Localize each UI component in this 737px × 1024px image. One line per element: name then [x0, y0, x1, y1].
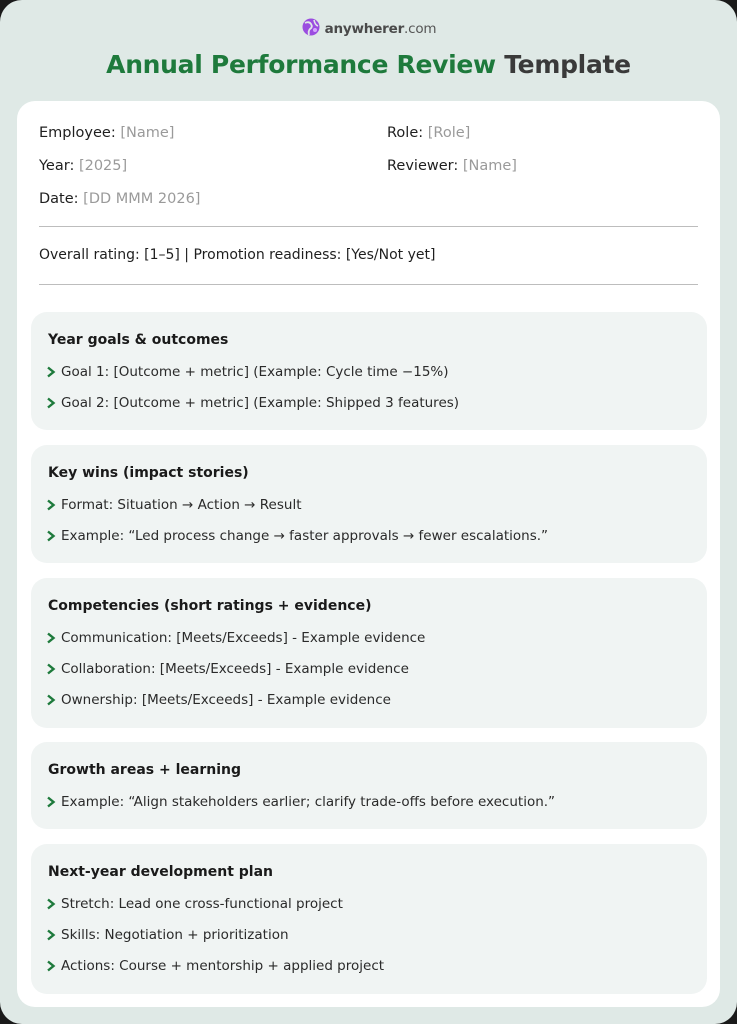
role-field[interactable]: Role: [Role] [387, 125, 471, 141]
chevron-right-icon [46, 796, 56, 808]
divider [39, 284, 698, 285]
role-value[interactable]: [Role] [427, 125, 471, 141]
brand-name: anywherer.com [324, 21, 437, 37]
chevron-right-icon [46, 397, 56, 409]
employee-value[interactable]: [Name] [120, 125, 175, 141]
section-competencies [31, 578, 707, 728]
title-dark: Template [504, 50, 631, 79]
date-value[interactable]: [DD MMM 2026] [83, 191, 201, 207]
chevron-right-icon [46, 960, 56, 972]
list-item: Collaboration: [Meets/Exceeds] - Example evidence [46, 661, 409, 677]
section-title: Growth areas + learning [48, 762, 241, 778]
employee-field[interactable]: Employee: [Name] [39, 125, 175, 141]
section-year-goals [31, 312, 707, 430]
chevron-right-icon [46, 929, 56, 941]
list-item: Format: Situation → Action → Result [46, 497, 302, 513]
chevron-right-icon [46, 663, 56, 675]
review-card [17, 101, 720, 1007]
list-item: Example: “Align stakeholders earlier; clarify trade-offs before execution.” [46, 794, 555, 810]
globe-icon [301, 17, 321, 41]
overall-rating-line[interactable]: Overall rating: [1–5] | Promotion readiness: [Yes/Not yet] [39, 247, 436, 263]
divider [39, 226, 698, 227]
chevron-right-icon [46, 530, 56, 542]
brand-header [0, 17, 737, 41]
section-title: Next-year development plan [48, 864, 274, 880]
year-field[interactable]: Year: [2025] [39, 158, 128, 174]
chevron-right-icon [46, 898, 56, 910]
chevron-right-icon [46, 694, 56, 706]
page-title [0, 50, 737, 79]
list-item: Ownership: [Meets/Exceeds] - Example evidence [46, 692, 391, 708]
date-field[interactable]: Date: [DD MMM 2026] [39, 191, 201, 207]
section-title: Year goals & outcomes [48, 332, 229, 348]
title-green: Annual Performance Review [106, 50, 496, 79]
section-growth-areas [31, 742, 707, 829]
section-title: Competencies (short ratings + evidence) [48, 598, 372, 614]
list-item: Communication: [Meets/Exceeds] - Example evidence [46, 630, 425, 646]
list-item: Goal 1: [Outcome + metric] (Example: Cycle time −15%) [46, 364, 449, 380]
section-development-plan [31, 844, 707, 994]
list-item: Actions: Course + mentorship + applied project [46, 958, 384, 974]
chevron-right-icon [46, 499, 56, 511]
list-item: Goal 2: [Outcome + metric] (Example: Shipped 3 features) [46, 395, 459, 411]
chevron-right-icon [46, 366, 56, 378]
list-item: Stretch: Lead one cross-functional project [46, 896, 343, 912]
reviewer-field[interactable]: Reviewer: [Name] [387, 158, 517, 174]
section-key-wins [31, 445, 707, 563]
chevron-right-icon [46, 632, 56, 644]
list-item: Example: “Led process change → faster approvals → fewer escalations.” [46, 528, 548, 544]
section-title: Key wins (impact stories) [48, 465, 249, 481]
reviewer-value[interactable]: [Name] [462, 158, 517, 174]
year-value[interactable]: [2025] [78, 158, 128, 174]
list-item: Skills: Negotiation + prioritization [46, 927, 289, 943]
